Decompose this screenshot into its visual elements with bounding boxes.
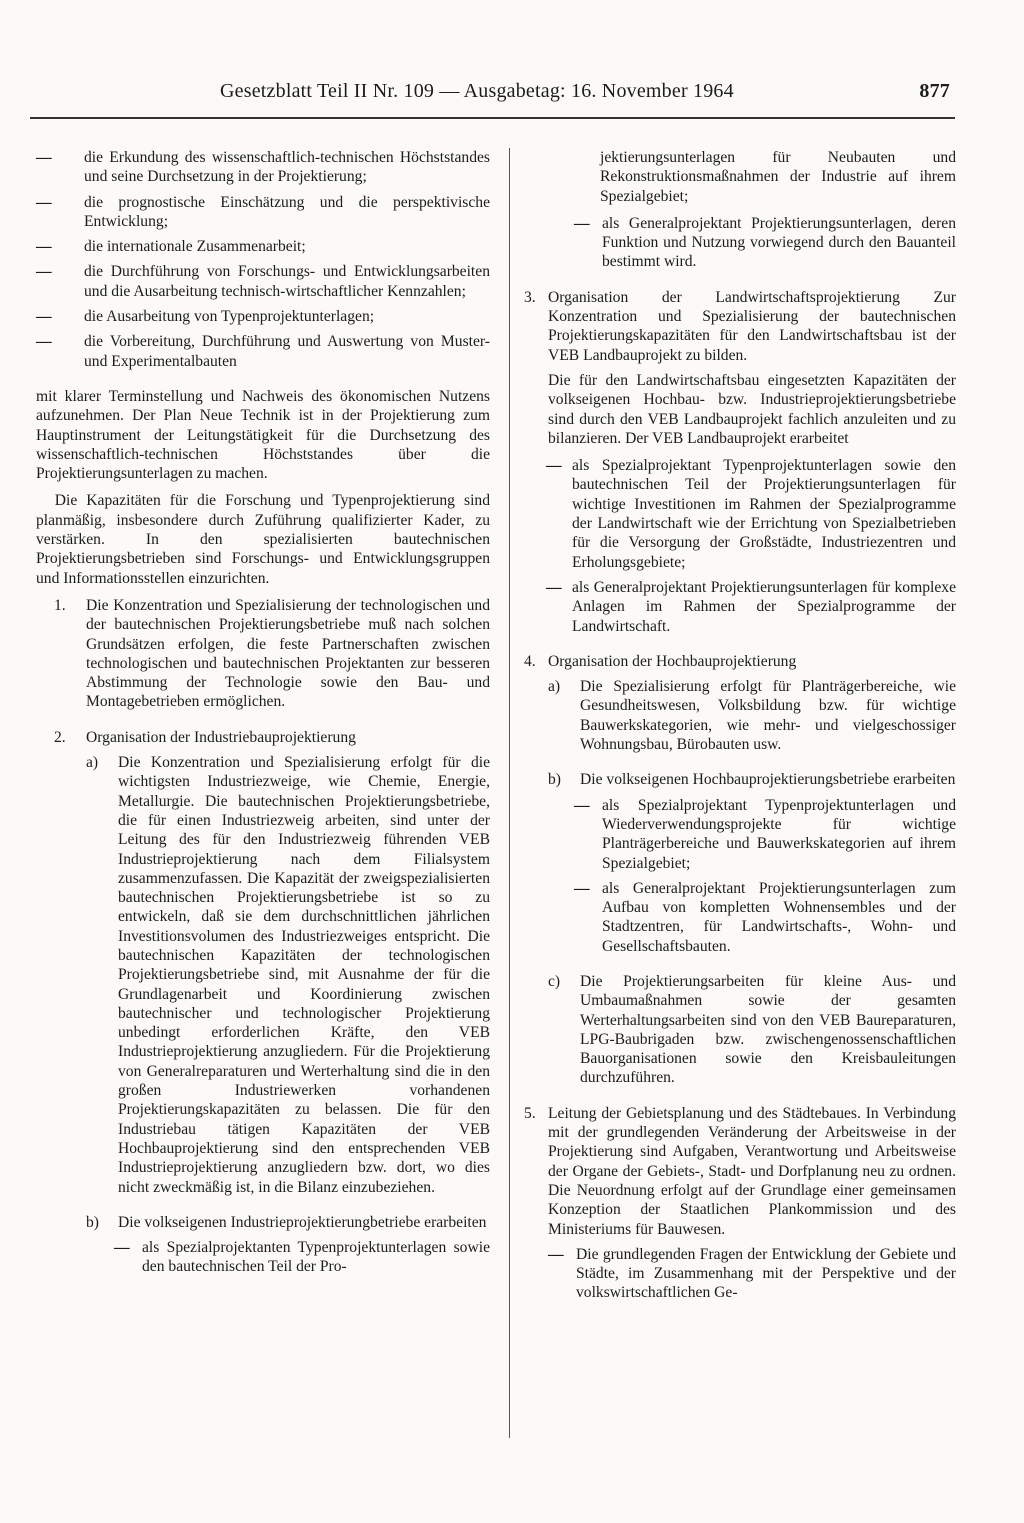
list-item: — die Vorbereitung, Durchführung und Auswertung von Muster- und Experimentalbauten [36, 333, 490, 370]
list-item: — als Spezialprojektant Typenprojektunterlagen sowie den bautechnischen Teil der Projektierungsunterlagen für wichtige Investitionen im Rahmen der Spezialprogramme der Landwirtschaft wie der Errichtung von Spezialbetrieben für die Versorgung der Großstädte, Industriezentren und Erholungsgebiete; [546, 457, 956, 571]
left-column [36, 148, 490, 1283]
list-item: — Die grundlegenden Fragen der Entwicklung der Gebiete und Städte, im Zusammenhang mit der Perspektive und der volkswirtschaftlichen Ge- [548, 1245, 956, 1302]
numbered-item-2: 2. Organisation der Industriebauprojektierung [54, 728, 356, 746]
list-item: — als Spezialprojektant Typenprojektunterlagen und Wiederverwendungsprojekte für wichtige Planträgerbereiche und Bauwerkskategorien auf ihrem Spezialgebiet; [574, 796, 956, 872]
header-rule [30, 117, 955, 119]
sub-item-c: c) Die Projektierungsarbeiten für kleine Aus- und Umbaumaßnahmen sowie der gesamten Werterhaltungsarbeiten sind von den VEB Baureparaturen, LPG-Baubrigaden bzw. zwischengenossenschaftlichen Bauorganisationen sowie den Kreisbauleitungen durchzuführen. [548, 972, 956, 1087]
sub-item-b: b) Die volkseigenen Industrieprojektierungbetriebe erarbeiten [86, 1213, 487, 1231]
page-number: 877 [919, 80, 950, 102]
sub-item-b: b) Die volkseigenen Hochbauprojektierungsbetriebe erarbeiten [548, 771, 956, 789]
list-item: — als Generalprojektant Projektierungsunterlagen für komplexe Anlagen im Rahmen der Spezialprogramme der Landwirtschaft. [546, 578, 956, 635]
paragraph: mit klarer Terminstellung und Nachweis des ökonomischen Nutzens aufzunehmen. Der Plan Neue Technik ist in der Projektierung zum Hauptinstrument der Leitungstätigkeit für die Durchsetzung des wissenschaftlich-technischen Höchststandes über die Projektierungsunterlagen zu machen. [36, 387, 490, 483]
list-item: — die prognostische Einschätzung und die perspektivische Entwicklung; [36, 193, 490, 230]
list-item: — die Erkundung des wissenschaftlich-technischen Höchststandes und seine Durchsetzung in der Projektierung; [36, 149, 490, 186]
numbered-item-4: 4. Organisation der Hochbauprojektierung [524, 652, 797, 670]
sub-item-a: a) Die Spezialisierung erfolgt für Planträgerbereiche, wie Gesundheitswesen, Volksbildung bzw. für wichtige Bauwerkskategorien, wie mehr- und vielgeschossiger Wohnungsbau, Bürobauten usw. [548, 678, 956, 754]
list-item: — die Durchführung von Forschungs- und Entwicklungsarbeiten und die Ausarbeitung technisch-wirtschaftlicher Kennzahlen; [36, 263, 490, 300]
column-divider [509, 148, 510, 1438]
paragraph: jektierungsunterlagen für Neubauten und Rekonstruktionsmaßnahmen der Industrie auf ihrem Spezialgebiet; [600, 149, 956, 205]
list-item: — als Spezialprojektanten Typenprojektunterlagen sowie den bautechnischen Teil der Pro- [114, 1239, 490, 1276]
list-item: — als Generalprojektant Projektierungsunterlagen, deren Funktion und Nutzung vorwiegend durch den Bauanteil bestimmt wird. [574, 214, 956, 271]
numbered-item-1: 1. Die Konzentration und Spezialisierung der technologischen und der bautechnischen Projektierungsbetriebe muß nach solchen Grundsätzen erfolgen, die feste Partnerschaften zwischen technologischen und bautechnischen Projektanten zur besseren Abstimmung der Technologie sowie den Bau- und Montagebetrieben ermöglichen. [54, 596, 490, 711]
paragraph: Die für den Landwirtschaftsbau eingesetzten Kapazitäten der volkseigenen Hochbau- bzw. Industrieprojektierungsbetriebe sind durch den VEB Landbauprojekt fachlich anzuleiten und zu bilanzieren. Der VEB Landbauprojekt erarbeitet [548, 371, 956, 447]
numbered-item-5: 5. Leitung der Gebietsplanung und des Städtebaues. In Verbindung mit der grundlegenden Veränderung der Arbeitsweise in der Projektierung sind Aufgaben, Verantwortung und Arbeitsweise der Organe der Gebiets-, Stadt- und Dorfplanung neu zu ordnen. Die Neuordnung erfolgt auf der Grundlage einer gemeinsamen Konzeption der Staatlichen Plankommission und des Ministeriums für Bauwesen. [524, 1104, 956, 1238]
header-title: Gesetzblatt Teil II Nr. 109 — Ausgabetag: 16. November 1964 [220, 80, 734, 102]
numbered-item-3: 3. Organisation der Landwirtschaftsprojektierung Zur Konzentration und Spezialisierung der bautechnischen Projektierungskapazitäten für den Landwirtschaftsbau ist der VEB Landbauprojekt zu bilden. [524, 288, 956, 364]
list-item: — als Generalprojektant Projektierungsunterlagen zum Aufbau von kompletten Wohnensembles und der Stadtzentren, für Landwirtschafts-, Wohn- und Gesellschaftsbauten. [574, 879, 956, 955]
list-item: — die internationale Zusammenarbeit; [36, 238, 306, 256]
paragraph: Die Kapazitäten für die Forschung und Typenprojektierung sind planmäßig, insbesondere durch Zuführung qualifizierter Kader, zu verstärken. In den spezialisierten bautechnischen Projektierungsbetrieben sind Forschungs- und Entwicklungsgruppen und Informationsstellen einzurichten. [36, 492, 490, 587]
right-column [524, 148, 956, 1309]
list-item: — die Ausarbeitung von Typenprojektunterlagen; [36, 308, 375, 326]
sub-item-a: a) Die Konzentration und Spezialisierung erfolgt für die wichtigsten Industriezweige, wie Chemie, Energie, Metallurgie. Die bautechnischen Projektierungsbetriebe, die für einen Industriezweig arbeiten, sind unter der Leitung des für den Industriezweig führenden VEB Industrieprojektierung nach dem Filialsystem zusammenzufassen. Die Kapazität der zweigspezialisierten bautechnischen Projektierungsbetriebe ist so zu entwickeln, daß sie dem durchschnittlichen jährlichen Investitionsvolumen des Industriezweiges entspricht. Die bautechnischen Kapazitäten der technologischen Projektierungsbetriebe sind, mit Ausnahme der für die Grundlagenarbeit und Koordinierung zwischen bautechnischer und technologischer Projektierung unbedingt erforderlichen Kräfte, den VEB Industrieprojektierung anzugliedern. Für die Projektierung von Generalreparaturen und Werterhaltung sind die in den großen Industriewerken vorhandenen Projektierungskapazitäten zu belassen. Die für den Industriebau tätigen Kapazitäten der VEB Hochbauprojektierung sind den entsprechenden VEB Industrieprojektierung anzugliedern bzw. dort, wo dies nicht zweckmäßig ist, in die Bilanz einzubeziehen. [86, 754, 490, 1196]
